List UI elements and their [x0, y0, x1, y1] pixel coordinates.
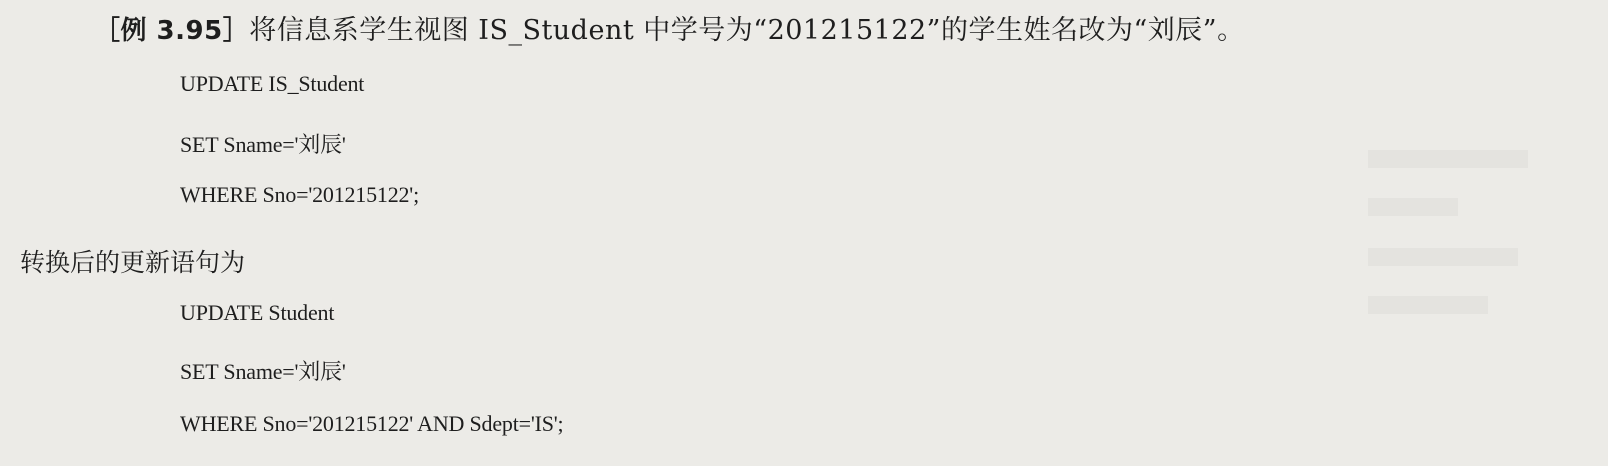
code-line: WHERE Sno='201215122';	[180, 182, 419, 207]
code-line: WHERE Sno='201215122' AND Sdept='IS';	[180, 411, 564, 436]
example-text: 将信息系学生视图 IS_Student 中学号为“201215122”的学生姓名改为“刘辰”。	[249, 15, 1245, 46]
example-heading	[94, 8, 1245, 47]
bleed-through-mark	[1368, 150, 1528, 168]
bleed-through-mark	[1368, 248, 1518, 266]
code-line: UPDATE Student	[180, 300, 335, 325]
example-label: ［例 3.95］	[94, 16, 250, 46]
caption-text: 转换后的更新语句为	[20, 248, 246, 277]
bleed-through-mark	[1368, 296, 1488, 314]
code-line: SET Sname='刘辰'	[180, 359, 346, 384]
bleed-through-mark	[1368, 198, 1458, 216]
code-line: SET Sname='刘辰'	[180, 132, 346, 157]
code-line: UPDATE IS_Student	[180, 71, 365, 96]
